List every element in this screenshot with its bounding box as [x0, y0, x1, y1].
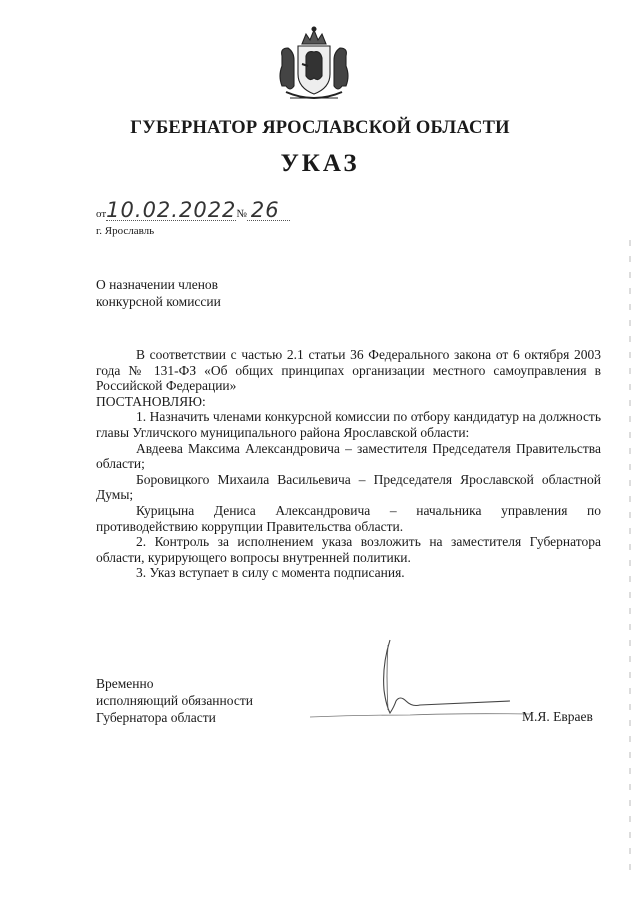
item-1-paragraph: 1. Назначить членами конкурсной комиссии по отбору кандидатур на должность главы Угличского муниципального района Ярославской области: — [96, 409, 601, 440]
scan-edge-artifact — [628, 240, 632, 880]
subject-line-1: О назначении членов — [96, 277, 219, 292]
member-1-paragraph: Авдеева Максима Александровича – заместителя Председателя Правительства области; — [96, 440, 601, 472]
subject-line-2: конкурсной комиссии — [96, 294, 221, 309]
document-subject — [96, 276, 221, 310]
member-2-paragraph: Боровицкого Михаила Васильевича – Председателя Ярославской областной Думы; — [96, 471, 601, 503]
document-date: 10.02.2022 — [106, 198, 237, 222]
handwritten-signature-icon — [300, 635, 540, 725]
coat-of-arms-icon — [268, 26, 360, 106]
place-of-issue: г. Ярославль — [96, 225, 155, 237]
member-3-paragraph: Курицына Дениса Александровича – начальника управления по противодействию коррупции Правительства области. — [96, 502, 601, 534]
date-prefix: от — [96, 208, 107, 220]
document-body — [96, 347, 601, 581]
item-2-paragraph: 2. Контроль за исполнением указа возложить на заместителя Губернатора области, курирующего вопросы внутренней политики. — [96, 534, 601, 565]
date-number-line — [96, 200, 290, 224]
number-prefix: № — [236, 208, 247, 220]
issuer-heading: ГУБЕРНАТОР ЯРОСЛАВСКОЙ ОБЛАСТИ — [130, 118, 510, 138]
document-number: 26 — [247, 200, 290, 221]
decree-word: ПОСТАНОВЛЯЮ: — [96, 393, 206, 409]
signer-name: М.Я. Евраев — [522, 709, 593, 724]
document-type-title: УКАЗ — [280, 150, 360, 177]
position-line-1: Временно — [96, 676, 154, 691]
item-3-paragraph: 3. Указ вступает в силу с момента подписания. — [136, 565, 405, 581]
signatory-position — [96, 675, 253, 726]
position-line-3: Губернатора области — [96, 710, 216, 725]
position-line-2: исполняющий обязанности — [96, 693, 253, 708]
preamble-paragraph: В соответствии с частью 2.1 статьи 36 Федерального закона от 6 октября 2003 года № 131-ФЗ «Об общих принципах организации местного самоуправления в Российской Федерации» — [96, 347, 601, 394]
